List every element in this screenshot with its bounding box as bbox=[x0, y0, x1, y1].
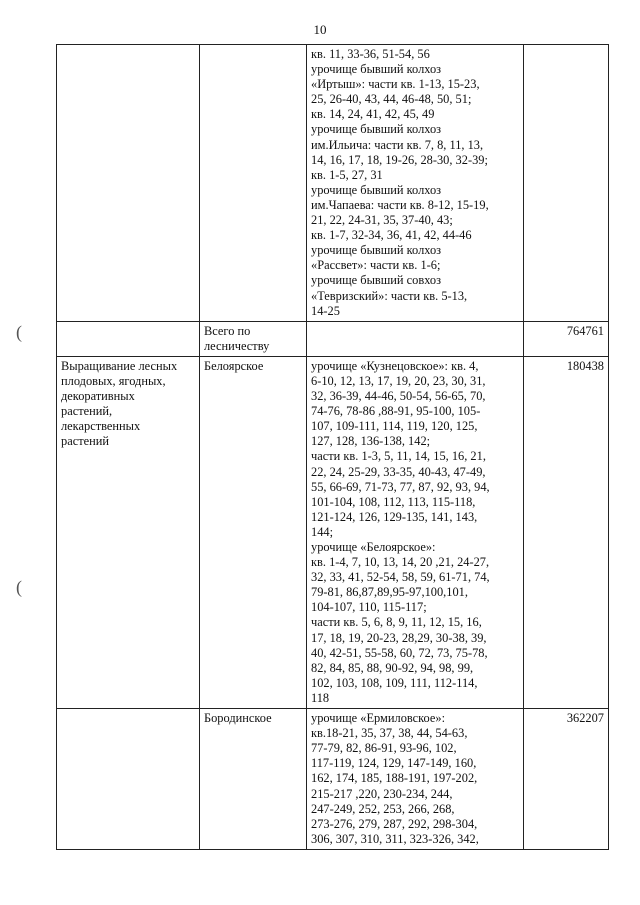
locations-cell-line: 77-79, 82, 86-91, 93-96, 102, bbox=[311, 741, 457, 756]
locations-cell bbox=[307, 321, 524, 356]
locations-cell-line: им.Ильича: части кв. 7, 8, 11, 13, bbox=[311, 137, 484, 152]
forestry-cell-line: Белоярское bbox=[204, 358, 264, 373]
locations-cell-line: урочище «Белоярское»: bbox=[311, 540, 436, 554]
locations-cell-line: 102, 103, 108, 109, 111, 112-114, bbox=[311, 675, 478, 690]
area-cell: 362207 bbox=[524, 709, 609, 850]
activity-cell-line: Выращивание лесных bbox=[61, 358, 178, 373]
activity-cell-line: лекарственных bbox=[61, 419, 141, 434]
forestry-quarters-table bbox=[56, 44, 609, 850]
locations-cell-line: урочище «Ермиловское»: bbox=[311, 711, 446, 726]
locations-cell-line: 32, 33, 41, 52-54, 58, 59, 61-71, 74, bbox=[311, 570, 490, 585]
locations-cell-line: урочище бывший колхоз bbox=[311, 182, 442, 197]
locations-cell-line: кв. 1-7, 32-34, 36, 41, 42, 44-46 bbox=[311, 228, 472, 243]
locations-cell-line: 82, 84, 85, 88, 90-92, 94, 98, 99, bbox=[311, 660, 474, 675]
locations-cell-line: 118 bbox=[311, 690, 330, 705]
locations-cell bbox=[307, 709, 524, 850]
area-cell: 180438 bbox=[524, 356, 609, 708]
locations-cell-line: части кв. 5, 6, 8, 9, 11, 12, 15, 16, bbox=[311, 615, 482, 630]
activity-cell-line: плодовых, ягодных, bbox=[61, 373, 166, 388]
locations-cell-line: урочище бывший колхоз bbox=[311, 62, 442, 77]
locations-cell-line: 21, 22, 24-31, 35, 37-40, 43; bbox=[311, 213, 453, 228]
locations-cell-line: урочище «Кузнецовское»: кв. 4, bbox=[311, 358, 479, 373]
table-row bbox=[57, 709, 609, 850]
forestry-cell-line: Всего по bbox=[204, 323, 251, 338]
forestry-cell bbox=[200, 356, 307, 708]
forestry-cell bbox=[200, 321, 307, 356]
activity-cell-line: растений, bbox=[61, 404, 113, 419]
locations-cell-line: 121-124, 126, 129-135, 141, 143, bbox=[311, 509, 478, 524]
locations-cell-line: 162, 174, 185, 188-191, 197-202, bbox=[311, 771, 478, 786]
locations-cell-line: кв. 14, 24, 41, 42, 45, 49 bbox=[311, 107, 435, 122]
locations-cell-line: кв. 1-5, 27, 31 bbox=[311, 167, 383, 182]
locations-cell-line: 101-104, 108, 112, 113, 115-118, bbox=[311, 494, 476, 509]
locations-cell-line: урочище бывший колхоз bbox=[311, 122, 442, 137]
locations-cell bbox=[307, 45, 524, 322]
locations-cell-line: 14-25 bbox=[311, 303, 340, 318]
locations-cell-line: 74-76, 78-86 ,88-91, 95-100, 105- bbox=[311, 404, 481, 419]
locations-cell-line: части кв. 1-3, 5, 11, 14, 15, 16, 21, bbox=[311, 449, 486, 464]
table-row bbox=[57, 45, 609, 322]
locations-cell-line: «Тевризский»: части кв. 5-13, bbox=[311, 288, 468, 303]
table-row bbox=[57, 356, 609, 708]
forestry-cell-line: Бородинское bbox=[204, 711, 272, 726]
activity-cell bbox=[57, 709, 200, 850]
forestry-cell bbox=[200, 45, 307, 322]
locations-cell-line: 215-217 ,220, 230-234, 244, bbox=[311, 786, 453, 801]
locations-cell-line: 6-10, 12, 13, 17, 19, 20, 23, 30, 31, bbox=[311, 373, 486, 388]
area-cell: 764761 bbox=[524, 321, 609, 356]
locations-cell-line: им.Чапаева: части кв. 8-12, 15-19, bbox=[311, 197, 489, 212]
margin-bracket-mark: ( bbox=[16, 577, 22, 597]
locations-cell-line: 273-276, 279, 287, 292, 298-304, bbox=[311, 816, 478, 831]
locations-cell-line: 55, 66-69, 71-73, 77, 87, 92, 93, 94, bbox=[311, 479, 490, 494]
activity-cell bbox=[57, 321, 200, 356]
forestry-cell-line: лесничеству bbox=[204, 338, 270, 353]
locations-cell-line: 117-119, 124, 129, 147-149, 160, bbox=[311, 756, 477, 771]
locations-cell-line: урочище бывший колхоз bbox=[311, 243, 442, 258]
locations-cell bbox=[307, 356, 524, 708]
page-number: 10 bbox=[313, 22, 327, 37]
locations-cell-line: «Иртыш»: части кв. 1-13, 15-23, bbox=[311, 77, 480, 92]
locations-cell-line: 104-107, 110, 115-117; bbox=[311, 600, 427, 615]
locations-cell-line: 306, 307, 310, 311, 323-326, 342, bbox=[311, 831, 479, 846]
activity-cell-line: растений bbox=[61, 434, 110, 449]
locations-cell-line: урочище бывший совхоз bbox=[311, 273, 442, 288]
locations-cell-line: 247-249, 252, 253, 266, 268, bbox=[311, 801, 455, 816]
margin-bracket-mark: ( bbox=[16, 322, 22, 342]
locations-cell-line: кв. 11, 33-36, 51-54, 56 bbox=[311, 47, 430, 61]
activity-cell-line: декоративных bbox=[61, 389, 135, 404]
table-row bbox=[57, 321, 609, 356]
locations-cell-line: 127, 128, 136-138, 142; bbox=[311, 434, 431, 449]
locations-cell-line: 40, 42-51, 55-58, 60, 72, 73, 75-78, bbox=[311, 645, 488, 660]
locations-cell-line: 14, 16, 17, 18, 19-26, 28-30, 32-39; bbox=[311, 152, 488, 167]
locations-cell-line: «Рассвет»: части кв. 1-6; bbox=[311, 258, 441, 273]
activity-cell bbox=[57, 45, 200, 322]
locations-cell-line: кв. 1-4, 7, 10, 13, 14, 20 ,21, 24-27, bbox=[311, 555, 490, 570]
locations-cell-line: кв.18-21, 35, 37, 38, 44, 54-63, bbox=[311, 726, 468, 741]
locations-cell-line: 17, 18, 19, 20-23, 28,29, 30-38, 39, bbox=[311, 630, 487, 645]
locations-cell-line: 107, 109-111, 114, 119, 120, 125, bbox=[311, 419, 478, 434]
area-cell bbox=[524, 45, 609, 322]
locations-cell-line: 144; bbox=[311, 524, 334, 539]
locations-cell-line: 32, 36-39, 44-46, 50-54, 56-65, 70, bbox=[311, 389, 486, 404]
locations-cell-line: 79-81, 86,87,89,95-97,100,101, bbox=[311, 585, 468, 600]
locations-cell-line: 22, 24, 25-29, 33-35, 40-43, 47-49, bbox=[311, 464, 486, 479]
locations-cell-line: 25, 26-40, 43, 44, 46-48, 50, 51; bbox=[311, 92, 472, 107]
forestry-cell bbox=[200, 709, 307, 850]
activity-cell bbox=[57, 356, 200, 708]
